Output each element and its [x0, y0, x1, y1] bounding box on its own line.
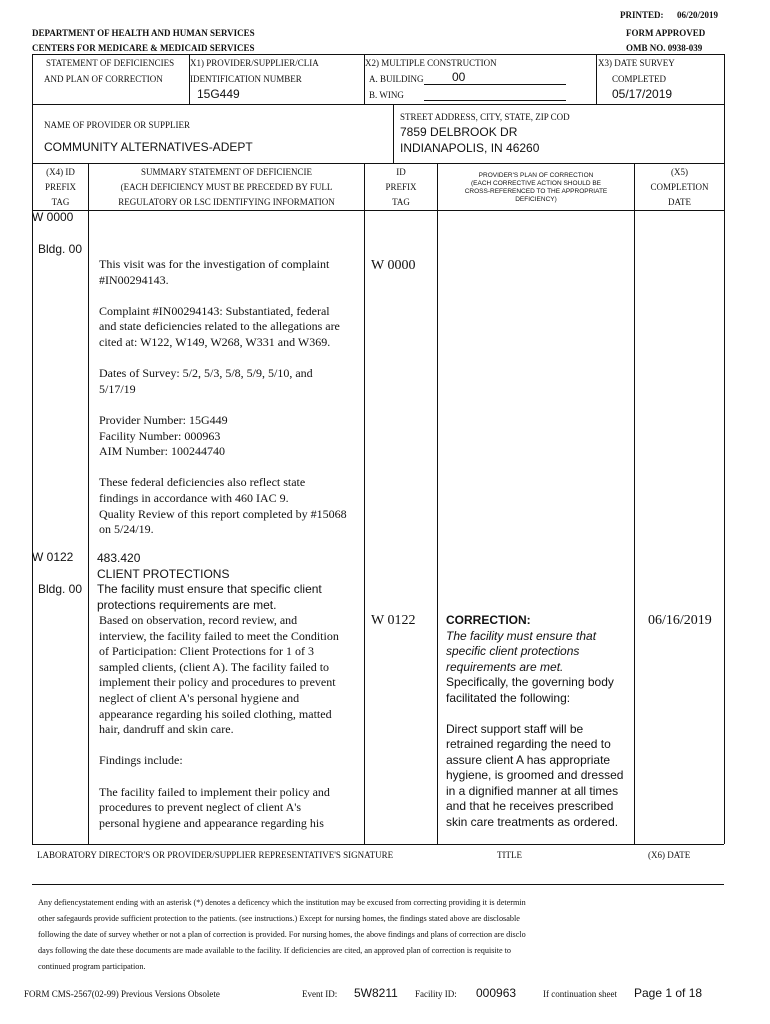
x4-tag-label: TAG: [51, 197, 70, 207]
cms-line: CENTERS FOR MEDICARE & MEDICAID SERVICES: [32, 43, 255, 53]
completion-label: COMPLETION: [650, 182, 709, 192]
facility-id: 000963: [476, 986, 517, 1000]
provider-name: COMMUNITY ALTERNATIVES-ADEPT: [44, 140, 253, 154]
identification-label: IDENTIFICATION NUMBER: [190, 74, 302, 84]
event-id-label: Event ID:: [302, 989, 338, 999]
title-label: TITLE: [497, 850, 522, 860]
department-line: DEPARTMENT OF HEALTH AND HUMAN SERVICES: [32, 28, 255, 38]
form-approved: FORM APPROVED: [626, 28, 706, 38]
statement-label: STATEMENT OF DEFICIENCIES: [46, 58, 175, 68]
id-tag-label: TAG: [392, 197, 410, 207]
x4-id-label: (X4) ID: [46, 167, 75, 177]
building-label: A. BUILDING: [369, 74, 424, 84]
x5-label: (X5): [671, 167, 688, 177]
x4-prefix-label: PREFIX: [44, 182, 76, 192]
signature-label: LABORATORY DIRECTOR'S OR PROVIDER/SUPPLIER REPRESENTATIVE'S SIGNATURE: [37, 850, 394, 860]
disclaimer: Any defiencystatement ending with an asterisk (*) denotes a deficency which the institution may be excused from correcting providing it is determin other safegaurds provide sufficient protection to the patients. (see instructions.) Except for nursing homes, the findings stated above are disclosable following the date of survey whether or not a plan of correction is provided. For nursing homes, the above findings and plans of correction are disclo days following the date these documents are made available to the facility. If deficiencies are cited, an approved plan of correction is requisite to continued program participation.: [38, 898, 526, 971]
building-value: 00: [452, 70, 466, 84]
plan-correction-label: AND PLAN OF CORRECTION: [44, 74, 163, 84]
summary-header-1: SUMMARY STATEMENT OF DEFICIENCIE: [140, 167, 313, 177]
plan-header-1: PROVIDER'S PLAN OF CORRECTION: [478, 172, 594, 179]
bldg-w0000: Bldg. 00: [38, 242, 83, 256]
right-tag-w0122: W 0122: [371, 613, 416, 628]
city-state-zip: INDIANAPOLIS, IN 46260: [400, 141, 540, 155]
x2-label: X2) MULTIPLE CONSTRUCTION: [365, 58, 497, 68]
omb-number: OMB NO. 0938-039: [626, 43, 703, 53]
completed-label: COMPLETED: [612, 74, 666, 84]
form-id: FORM CMS-2567(02-99) Previous Versions Obsolete: [24, 989, 220, 999]
printed-date: 06/20/2019: [677, 10, 719, 20]
completion-date: 06/16/2019: [648, 613, 712, 628]
id-prefix-label: PREFIX: [385, 182, 417, 192]
plan-header-4: DEFICIENCY): [515, 196, 557, 203]
street-address-label: STREET ADDRESS, CITY, STATE, ZIP COD: [400, 112, 570, 122]
summary-text-w0000: This visit was for the investigation of complaint #IN00294143. Complaint #IN00294143: Substantiated, federal and state deficiencies related to the allegations are cited at: W122, W149, W268, W331 and W369. Dates of Survey: 5/2, 5/3, 5/8, 5/9, 5/10, and 5/17/19 Provider Number: 15G449 Facility Number: 000963 AIM Number: 100244740 These federal deficiencies also reflect state findings in accordance with 460 IAC 9. Quality Review of this report completed by #15068 on 5/24/19.: [99, 257, 347, 537]
plan-header-2: (EACH CORRECTIVE ACTION SHOULD BE: [470, 180, 602, 187]
facility-id-label: Facility ID:: [415, 989, 457, 999]
right-tag-w0000: W 0000: [371, 258, 416, 273]
tag-w0122: W 0122: [32, 550, 74, 564]
event-id: 5W8211: [354, 986, 398, 1000]
id-label: ID: [396, 167, 406, 177]
summary-header-3: REGULATORY OR LSC IDENTIFYING INFORMATION: [118, 197, 335, 207]
page-number: Page 1 of 18: [634, 986, 703, 1000]
tag-w0000: W 0000: [32, 210, 74, 224]
printed-label: PRINTED:: [620, 10, 664, 20]
plan-of-correction: CORRECTION: The facility must ensure that specific client protections requirements are met. Specifically, the governing body facilitated the following: Direct support staff will be retrained regarding the need to assure client A has appropriate hygiene, is groomed and dressed in a dignified manner at all times and that he receives prescribed skin care treatments as ordered.: [446, 613, 624, 829]
x6-date-label: (X6) DATE: [648, 850, 691, 860]
summary-header-2: (EACH DEFICIENCY MUST BE PRECEDED BY FULL: [120, 182, 333, 192]
summary-text-w0122: Based on observation, record review, and interview, the facility failed to meet the Condition of Participation: Client Protections for 1 of 3 sampled clients, (client A). The facility failed to implement their policy and procedures to prevent neglect of client A's personal hygiene and appearance regarding his soiled clothing, matted hair, dandruff and skin care. Findings include: The facility failed to implement their policy and procedures to prevent neglect of client A's personal hygiene and appearance regarding his: [99, 613, 339, 830]
street-address: 7859 DELBROOK DR: [400, 125, 518, 139]
regulation-block: 483.420 CLIENT PROTECTIONS The facility must ensure that specific client protections requirements are met.: [97, 551, 322, 612]
plan-header-3: CROSS-REFERENCED TO THE APPROPRIATE: [464, 188, 608, 195]
x1-label: X1) PROVIDER/SUPPLIER/CLIA: [190, 58, 319, 68]
date-label: DATE: [668, 197, 691, 207]
wing-label: B. WING: [369, 90, 404, 100]
survey-date: 05/17/2019: [612, 87, 673, 101]
continuation-label: If continuation sheet: [543, 989, 617, 999]
x3-label: X3) DATE SURVEY: [598, 58, 675, 68]
provider-name-label: NAME OF PROVIDER OR SUPPLIER: [44, 120, 191, 130]
provider-id: 15G449: [197, 87, 240, 101]
bldg-w0122: Bldg. 00: [38, 582, 83, 596]
